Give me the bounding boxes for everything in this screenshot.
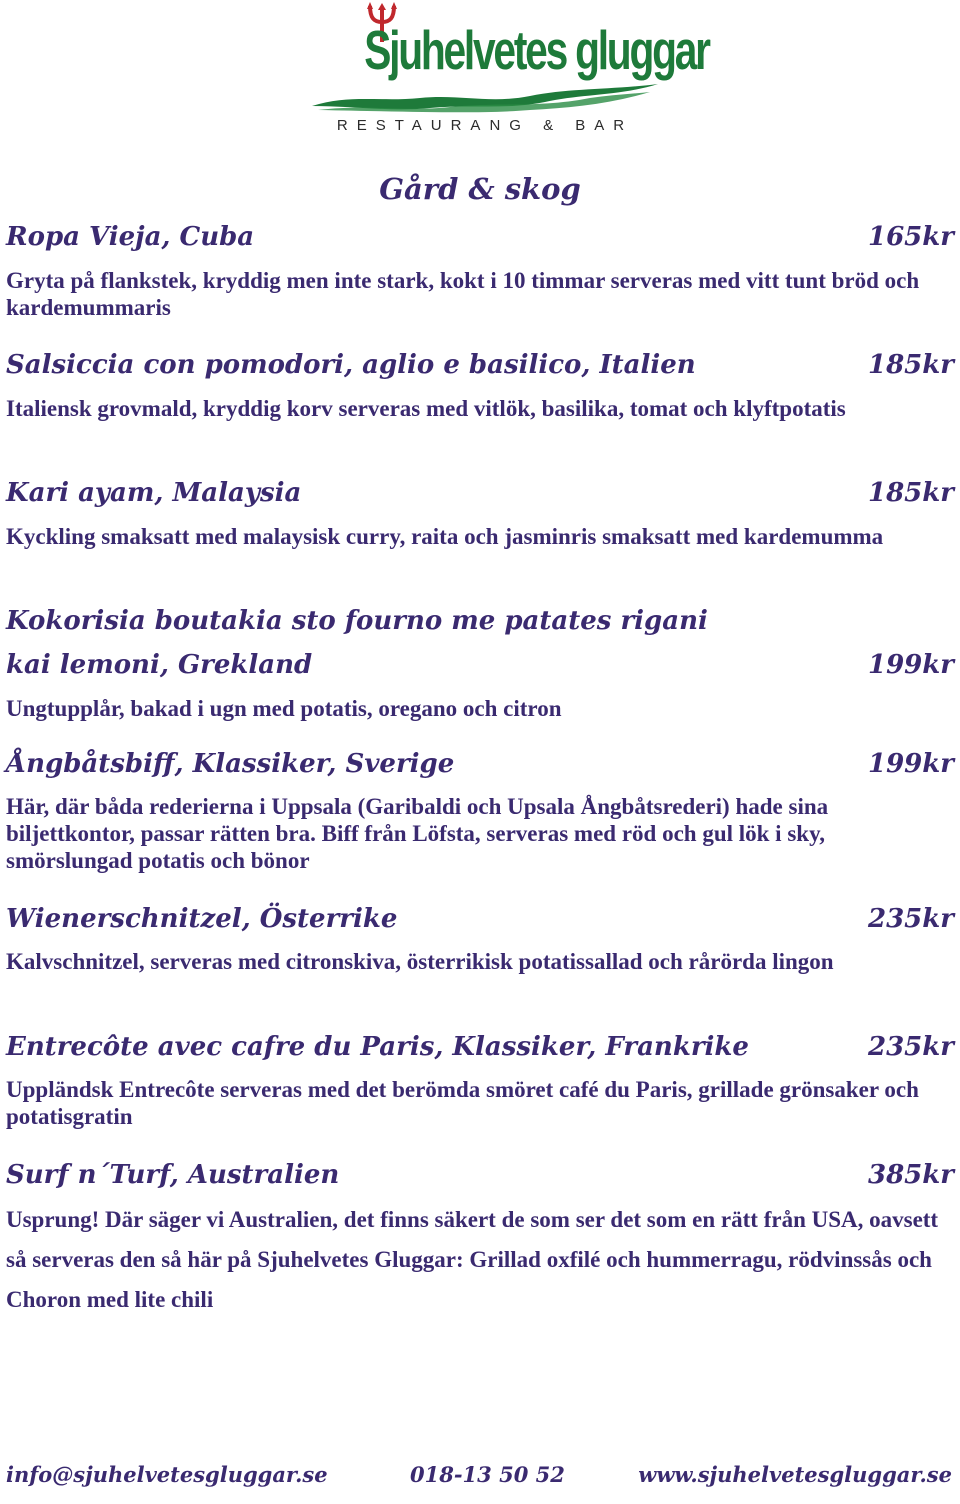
dish-name-line1: Kokorisia boutakia sto fourno me patates rigani bbox=[6, 606, 708, 636]
dish-description: Uppländsk Entrecôte serveras med det berömda smöret café du Paris, grillade grönsaker och potatisgratin bbox=[6, 1077, 919, 1129]
dish-name: Salsiccia con pomodori, aglio e basilico, Italien bbox=[6, 350, 696, 380]
dish-description: Italiensk grovmald, kryddig korv serveras med vitlök, basilika, tomat och klyftpotatis bbox=[6, 396, 846, 421]
dish-price: 199kr bbox=[868, 650, 954, 680]
dish-price: 165kr bbox=[868, 222, 954, 252]
dish-name: Wienerschnitzel, Österrike bbox=[6, 904, 398, 934]
footer-website[interactable]: www.sjuhelvetesgluggar.se bbox=[638, 1462, 952, 1487]
dish-name: Surf n´Turf, Australien bbox=[6, 1160, 340, 1190]
dish-name: Entrecôte avec cafre du Paris, Klassiker, Frankrike bbox=[6, 1032, 749, 1062]
dish-price: 199kr bbox=[868, 749, 954, 779]
logo-name: Sjuhelvetes gluggar bbox=[364, 19, 709, 81]
dish-name: Ångbåtsbiff, Klassiker, Sverige bbox=[6, 749, 455, 779]
restaurant-logo bbox=[300, 0, 709, 140]
dish-price: 235kr bbox=[868, 904, 954, 934]
dish-description: Kalvschnitzel, serveras med citronskiva, österrikisk potatissallad och rårörda lingon bbox=[6, 949, 834, 974]
dish-name: Kari ayam, Malaysia bbox=[6, 478, 302, 508]
footer-email[interactable]: info@sjuhelvetesgluggar.se bbox=[6, 1462, 328, 1487]
logo-subtitle: RESTAURANG & BAR bbox=[336, 117, 634, 134]
dish-price: 185kr bbox=[868, 350, 954, 380]
dish-price: 235kr bbox=[868, 1032, 954, 1062]
footer-phone[interactable]: 018-13 50 52 bbox=[410, 1462, 565, 1487]
dish-name-line2: kai lemoni, Grekland bbox=[6, 650, 313, 680]
dish-description: Gryta på flankstek, kryddig men inte stark, kokt i 10 timmar serveras med vitt tunt bröd och kardemummaris bbox=[6, 268, 920, 320]
dish-price: 385kr bbox=[868, 1160, 954, 1190]
dish-price: 185kr bbox=[868, 478, 954, 508]
dish-description: Här, där båda rederierna i Uppsala (Garibaldi och Upsala Ångbåtsrederi) hade sina biljettkontor, passar rätten bra. Biff från Löfsta, serveras med röd och gul lök i sky, smörslungad potatis och bönor bbox=[6, 794, 829, 873]
dish-name: Ropa Vieja, Cuba bbox=[6, 222, 255, 252]
wave-swoosh-icon bbox=[310, 80, 660, 116]
dish-description: Usprung! Där säger vi Australien, det finns säkert de som ser det som en rätt från USA, oavsett så serveras den så här på Sjuhelvetes Gluggar: Grillad oxfilé och hummerragu, rödvinssås och Choron med lite chili bbox=[6, 1207, 939, 1312]
section-title: Gård & skog bbox=[379, 172, 581, 206]
dish-description: Kyckling smaksatt med malaysisk curry, raita och jasminris smaksatt med kardemumma bbox=[6, 524, 884, 549]
dish-description: Ungtupplår, bakad i ugn med potatis, oregano och citron bbox=[6, 696, 562, 721]
